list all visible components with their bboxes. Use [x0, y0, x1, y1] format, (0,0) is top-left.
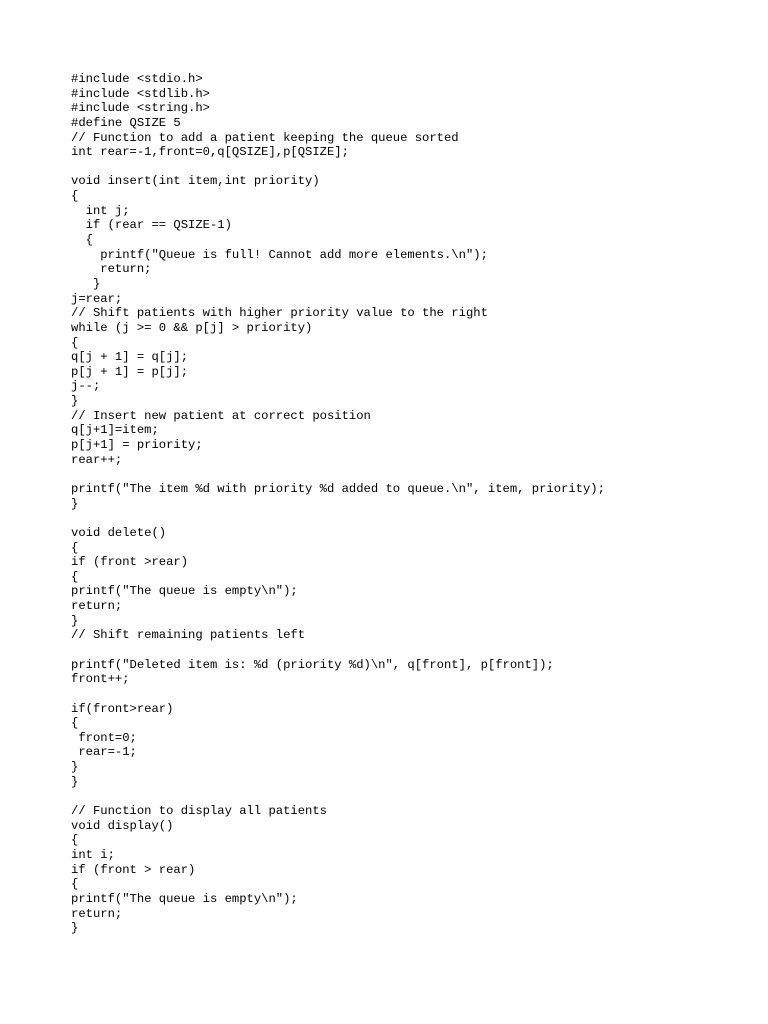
code-line-44: if(front>rear) — [71, 701, 174, 716]
code-line-25: q[j+1]=item; — [71, 423, 159, 438]
code-line-29: printf("The item %d with priority %d added to queue.\n", item, priority); — [71, 481, 605, 496]
code-line-19: { — [71, 335, 79, 350]
code-line-11: if (rear == QSIZE-1) — [71, 218, 232, 233]
code-line-2: #include <stdlib.h> — [71, 86, 210, 101]
code-listing — [71, 72, 605, 936]
code-line-55: if (front > rear) — [71, 862, 196, 877]
code-line-34: if (front >rear) — [71, 555, 189, 570]
code-line-23: } — [71, 394, 79, 409]
code-line-50 — [71, 789, 605, 804]
code-line-40 — [71, 643, 605, 658]
code-line-35: { — [71, 569, 79, 584]
code-line-52: void display() — [71, 818, 174, 833]
code-line-41: printf("Deleted item is: %d (priority %d)\n", q[front], p[front]); — [71, 657, 554, 672]
code-line-28 — [71, 467, 605, 482]
code-line-3: #include <string.h> — [71, 101, 210, 116]
code-line-7 — [71, 160, 605, 175]
code-line-32: void delete() — [71, 525, 167, 540]
code-line-21: p[j + 1] = p[j]; — [71, 364, 189, 379]
code-line-18: while (j >= 0 && p[j] > priority) — [71, 320, 313, 335]
code-line-6: int rear=-1,front=0,q[QSIZE],p[QSIZE]; — [71, 145, 349, 160]
code-line-58: return; — [71, 906, 123, 921]
code-line-48: } — [71, 760, 79, 775]
code-line-36: printf("The queue is empty\n"); — [71, 584, 298, 599]
code-line-49: } — [71, 774, 79, 789]
code-line-17: // Shift patients with higher priority value to the right — [71, 306, 488, 321]
code-line-13: printf("Queue is full! Cannot add more elements.\n"); — [71, 247, 488, 262]
code-line-43 — [71, 687, 605, 702]
code-line-31 — [71, 511, 605, 526]
code-line-4: #define QSIZE 5 — [71, 115, 181, 130]
code-line-5: // Function to add a patient keeping the queue sorted — [71, 130, 459, 145]
code-line-26: p[j+1] = priority; — [71, 438, 203, 453]
code-line-15: } — [71, 276, 101, 291]
code-line-53: { — [71, 833, 79, 848]
code-line-10: int j; — [71, 203, 130, 218]
code-line-57: printf("The queue is empty\n"); — [71, 891, 298, 906]
code-line-22: j--; — [71, 379, 101, 394]
code-line-14: return; — [71, 262, 152, 277]
code-line-37: return; — [71, 599, 123, 614]
code-line-56: { — [71, 877, 79, 892]
code-line-8: void insert(int item,int priority) — [71, 174, 320, 189]
code-line-47: rear=-1; — [71, 745, 137, 760]
code-line-9: { — [71, 189, 79, 204]
code-line-38: } — [71, 613, 79, 628]
code-line-51: // Function to display all patients — [71, 804, 327, 819]
code-line-54: int i; — [71, 847, 115, 862]
code-line-24: // Insert new patient at correct position — [71, 408, 371, 423]
code-line-20: q[j + 1] = q[j]; — [71, 350, 189, 365]
code-line-39: // Shift remaining patients left — [71, 628, 306, 643]
code-line-42: front++; — [71, 672, 130, 687]
code-line-27: rear++; — [71, 452, 123, 467]
code-line-16: j=rear; — [71, 291, 123, 306]
code-line-30: } — [71, 496, 79, 511]
code-line-33: { — [71, 540, 79, 555]
code-line-59: } — [71, 921, 79, 936]
code-line-1: #include <stdio.h> — [71, 72, 203, 86]
code-line-12: { — [71, 233, 93, 248]
code-line-45: { — [71, 716, 79, 731]
code-line-46: front=0; — [71, 730, 137, 745]
